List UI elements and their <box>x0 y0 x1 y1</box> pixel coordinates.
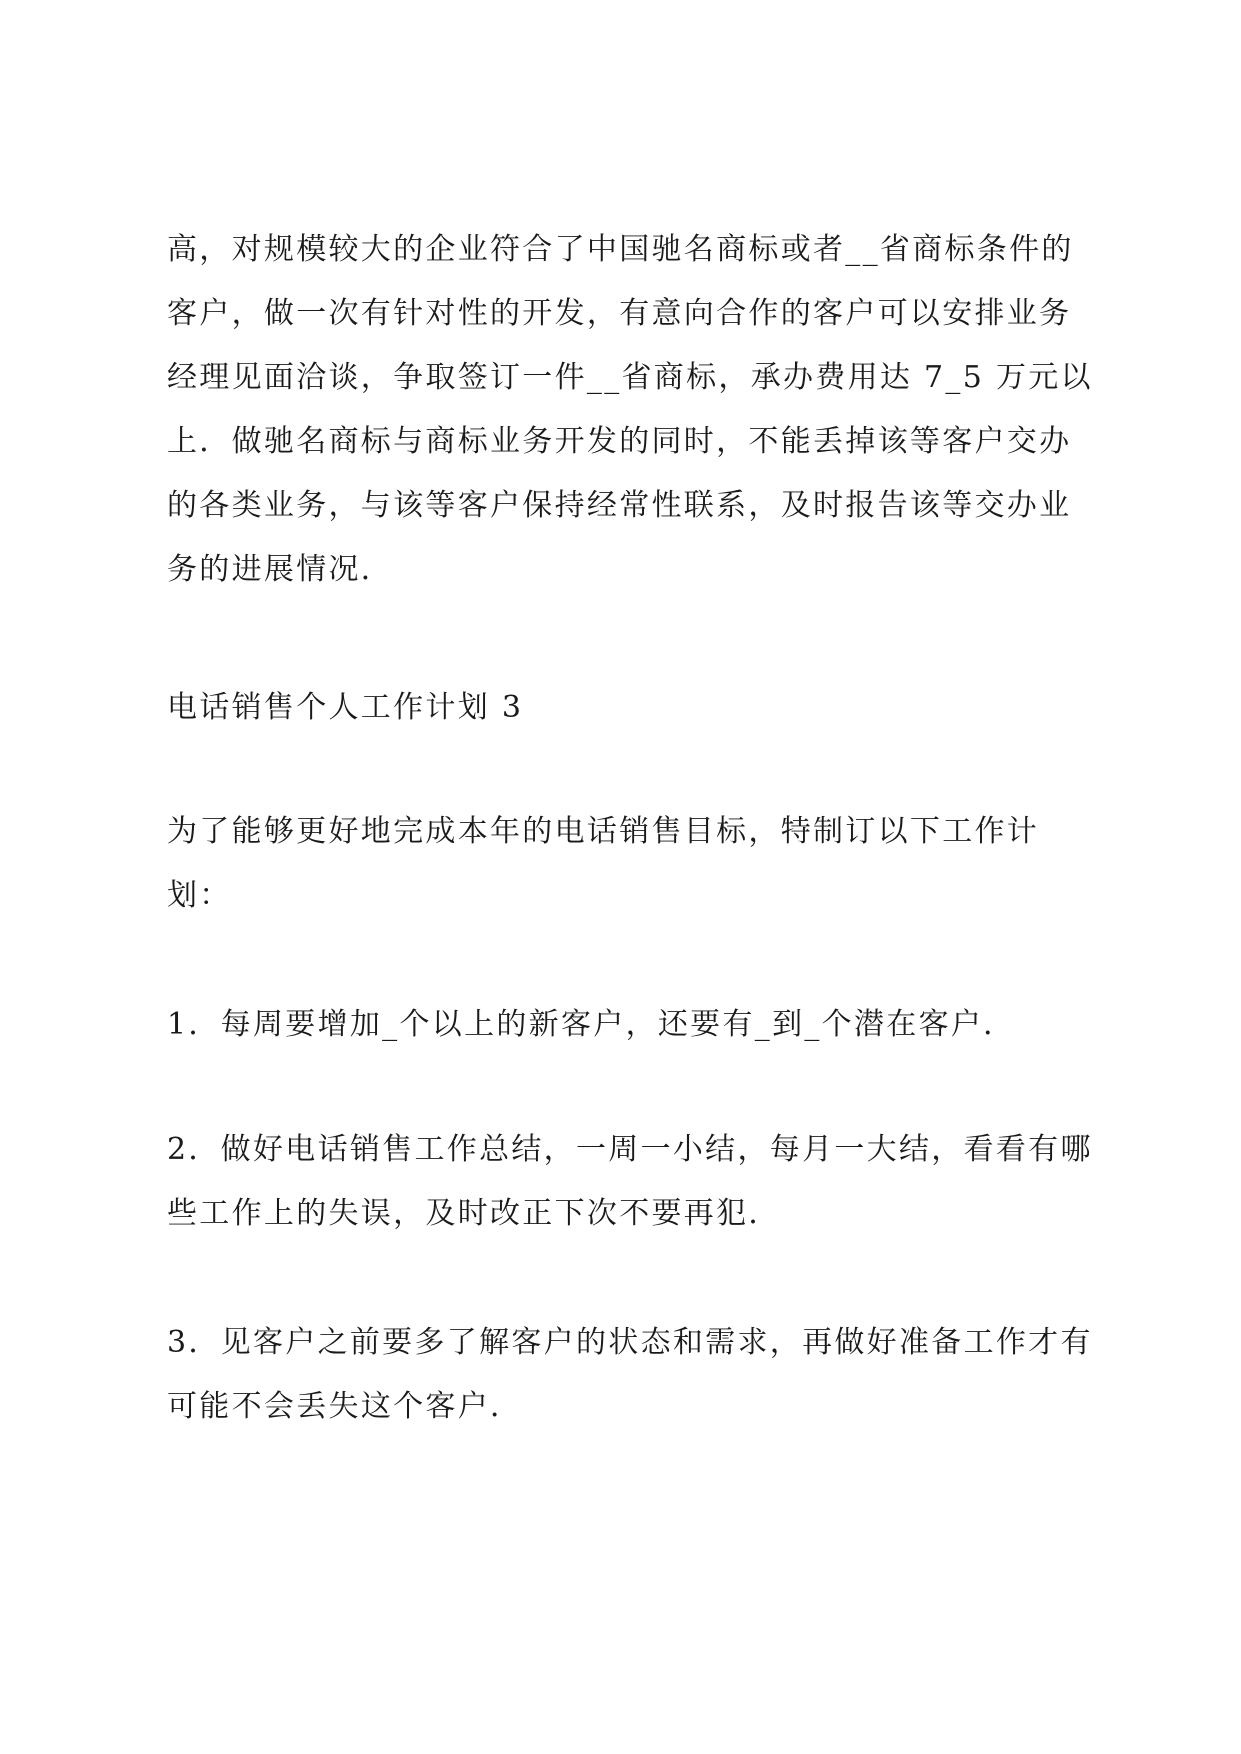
text-line: 划： <box>167 878 232 913</box>
body-paragraph-trademark <box>167 218 1102 602</box>
section-heading <box>167 676 1102 740</box>
text-line: 可能不会丢失这个客户． <box>167 1389 523 1424</box>
list-item-2 <box>167 1118 1102 1246</box>
text-line: 上．做驰名商标与商标业务开发的同时，不能丢掉该等客户交办 <box>167 424 1072 459</box>
heading-line: 电话销售个人工作计划 3 <box>167 690 524 725</box>
text-line: 些工作上的失误，及时改正下次不要再犯． <box>167 1196 781 1231</box>
text-line: 2．做好电话销售工作总结，一周一小结，每月一大结，看看有哪 <box>167 1132 1093 1167</box>
intro-paragraph <box>167 800 1102 928</box>
text-line: 3．见客户之前要多了解客户的状态和需求，再做好准备工作才有 <box>167 1325 1093 1360</box>
list-item-3 <box>167 1311 1102 1439</box>
text-line: 经理见面洽谈，争取签订一件__省商标，承办费用达 7_5 万元以 <box>167 360 1093 395</box>
text-line: 客户，做一次有针对性的开发，有意向合作的客户可以安排业务 <box>167 296 1072 331</box>
text-line: 为了能够更好地完成本年的电话销售目标，特制订以下工作计 <box>167 814 1040 849</box>
list-item-1 <box>167 993 1102 1057</box>
text-line: 1．每周要增加_个以上的新客户，还要有_到_个潜在客户． <box>167 1007 1016 1042</box>
text-line: 务的进展情况． <box>167 552 394 587</box>
text-line: 的各类业务，与该等客户保持经常性联系，及时报告该等交办业 <box>167 488 1072 523</box>
text-line: 高，对规模较大的企业符合了中国驰名商标或者__省商标条件的 <box>167 232 1074 267</box>
